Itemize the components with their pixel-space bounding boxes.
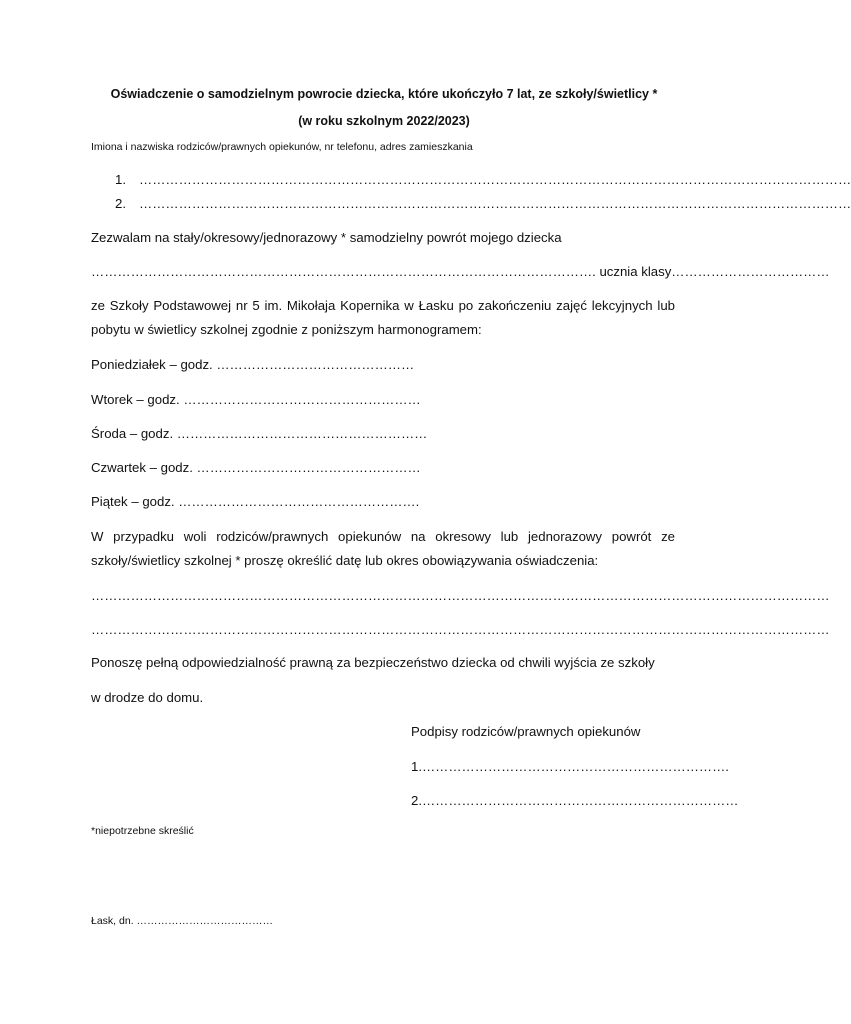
schedule-wednesday: Środa – godz. ………………………………………………… [91,426,428,441]
parent-dotted-line: ……………………………………………………………………………………………………………………………………………… [139,172,851,187]
parent-line-number: 2. [115,196,126,211]
signatures-label: Podpisy rodziców/prawnych opiekunów [411,724,641,739]
parent-line-1 [115,172,851,187]
period-text-line-1: W przypadku woli rodziców/prawnych opiekunów na okresowy lub jednorazowy powrót ze [91,529,675,544]
schedule-tuesday: Wtorek – godz. ……………………………………………… [91,392,421,407]
period-blank-line-2: …………………………………………………………………………………………………………………………………………………… [91,622,830,637]
responsibility-line-1: Ponoszę pełną odpowiedzialność prawną za bezpieczeństwo dziecka od chwili wyjścia ze szkoły [91,655,655,670]
child-name-line: ……………………………………………………………………………………………………. ucznia klasy……………………………… [91,264,830,279]
responsibility-line-2: w drodze do domu. [91,690,204,705]
parent-line-number: 1. [115,172,126,187]
consent-text: Zezwalam na stały/okresowy/jednorazowy * samodzielny powrót mojego dziecka [91,230,562,245]
schedule-monday: Poniedziałek – godz. ……………………………………… [91,357,415,372]
document-subtitle: (w roku szkolnym 2022/2023) [298,114,470,128]
parent-dotted-line: ……………………………………………………………………………………………………………………………………………… [139,196,851,211]
signature-line-2: 2.……………………………………………………………… [411,793,739,808]
schedule-thursday: Czwartek – godz. …………………………………………… [91,460,421,475]
place-date-line: Łask, dn. ………………………………… [91,915,274,927]
period-blank-line-1: …………………………………………………………………………………………………………………………………………………… [91,588,830,603]
document-title: Oświadczenie o samodzielnym powrocie dziecka, które ukończyło 7 lat, ze szkoły/świetlicy * [110,87,658,101]
parent-line-2 [115,196,851,211]
footnote: *niepotrzebne skreślić [91,825,194,837]
schedule-friday: Piątek – godz. ………………………………………………. [91,494,420,509]
signature-line-1: 1.……………………………………………………………. [411,759,729,774]
school-text-line-1: ze Szkoły Podstawowej nr 5 im. Mikołaja Kopernika w Łasku po zakończeniu zajęć lekcyjnych lub [91,298,675,313]
parents-label: Imiona i nazwiska rodziców/prawnych opiekunów, nr telefonu, adres zamieszkania [91,141,473,153]
period-text-line-2: szkoły/świetlicy szkolnej * proszę określić datę lub okres obowiązywania oświadczenia: [91,553,599,568]
school-text-line-2: pobytu w świetlicy szkolnej zgodnie z poniższym harmonogramem: [91,322,482,337]
